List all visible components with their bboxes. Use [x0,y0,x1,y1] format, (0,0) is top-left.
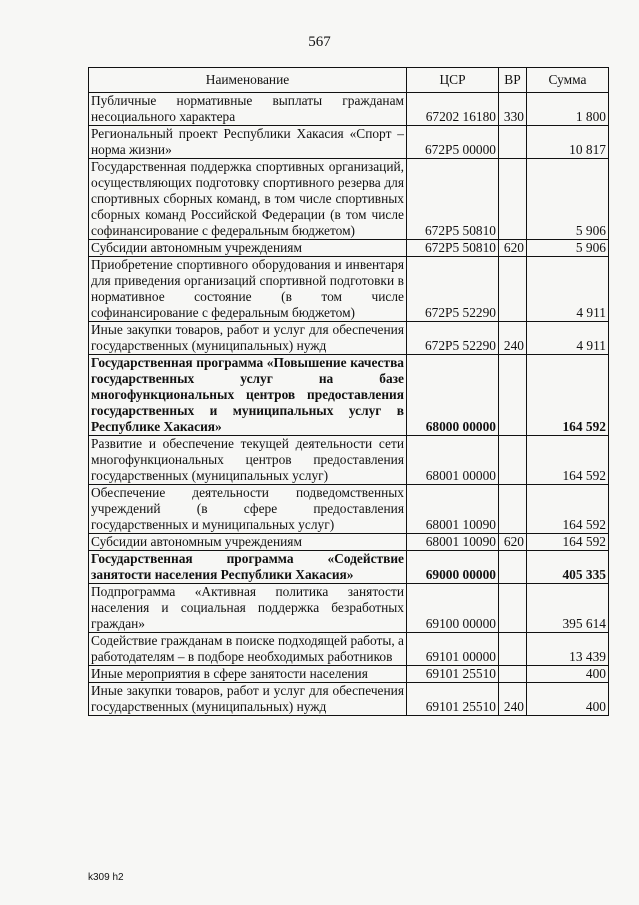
row-csr-cell: 672P5 00000 [407,126,499,159]
row-name-cell: Государственная поддержка спортивных организаций, осуществляющих подготовку спортивного резерва для спортивных сборных команд, в том числе спортивных сборных команд Российской Федерации (в том числе софинансирование с федеральным бюджетом) [89,159,407,240]
row-sum-cell: 5 906 [527,159,609,240]
row-vr-cell: 330 [499,93,527,126]
table-row [89,584,609,633]
row-name-cell: Иные закупки товаров, работ и услуг для обеспечения государственных (муниципальных) нужд [89,683,407,716]
row-name-cell: Государственная программа «Повышение качества государственных услуг на базе многофункциональных центров предоставления государственных и муниципальных услуг в Республике Хакасия» [89,355,407,436]
row-name-cell: Обеспечение деятельности подведомственных учреждений (в сфере предоставления государственных и муниципальных услуг) [89,485,407,534]
row-sum-cell: 164 592 [527,355,609,436]
row-csr-cell: 69101 25510 [407,666,499,683]
row-vr-cell [499,633,527,666]
row-sum-cell: 4 911 [527,322,609,355]
row-vr-cell: 620 [499,240,527,257]
row-name-cell: Иные закупки товаров, работ и услуг для обеспечения государственных (муниципальных) нужд [89,322,407,355]
table-row [89,683,609,716]
row-csr-cell: 69100 00000 [407,584,499,633]
row-csr-cell: 672P5 50810 [407,240,499,257]
row-name-cell: Субсидии автономным учреждениям [89,240,407,257]
table-row [89,126,609,159]
table-row [89,485,609,534]
row-csr-cell: 68001 10090 [407,485,499,534]
row-name-cell: Приобретение спортивного оборудования и инвентаря для приведения организаций спортивной подготовки в нормативное состояние (в том числе софинансирование с федеральным бюджетом) [89,257,407,322]
table-body [89,93,609,716]
row-vr-cell: 240 [499,683,527,716]
row-csr-cell: 69101 00000 [407,633,499,666]
row-csr-cell: 67202 16180 [407,93,499,126]
table-row [89,355,609,436]
row-csr-cell: 68001 00000 [407,436,499,485]
header-sum: Сумма [527,68,609,93]
table-row [89,436,609,485]
header-name: Наименование [89,68,407,93]
row-sum-cell: 164 592 [527,436,609,485]
row-sum-cell: 400 [527,683,609,716]
row-sum-cell: 13 439 [527,633,609,666]
row-name-cell: Развитие и обеспечение текущей деятельности сети многофункциональных центров предоставления государственных (муниципальных услуг) [89,436,407,485]
budget-table [88,67,609,716]
footer-code: k309 h2 [88,872,124,883]
row-name-cell: Подпрограмма «Активная политика занятости населения и социальная поддержка безработных граждан» [89,584,407,633]
table-row [89,159,609,240]
table-row [89,322,609,355]
row-csr-cell: 672P5 50810 [407,159,499,240]
row-name-cell: Иные мероприятия в сфере занятости населения [89,666,407,683]
row-name-cell: Субсидии автономным учреждениям [89,534,407,551]
page-number: 567 [308,34,331,50]
row-vr-cell [499,551,527,584]
row-vr-cell [499,126,527,159]
row-sum-cell: 5 906 [527,240,609,257]
row-sum-cell: 395 614 [527,584,609,633]
row-name-cell: Публичные нормативные выплаты гражданам несоциального характера [89,93,407,126]
row-vr-cell [499,666,527,683]
row-vr-cell [499,436,527,485]
row-sum-cell: 400 [527,666,609,683]
table-header-row [89,68,609,93]
row-sum-cell: 1 800 [527,93,609,126]
row-csr-cell: 69000 00000 [407,551,499,584]
table-row [89,240,609,257]
row-csr-cell: 69101 25510 [407,683,499,716]
row-vr-cell [499,485,527,534]
row-csr-cell: 672P5 52290 [407,257,499,322]
header-vr: ВР [499,68,527,93]
row-vr-cell: 240 [499,322,527,355]
table-row [89,666,609,683]
row-vr-cell [499,257,527,322]
table-row [89,551,609,584]
table-row [89,93,609,126]
row-vr-cell [499,159,527,240]
row-csr-cell: 68000 00000 [407,355,499,436]
header-csr: ЦСР [407,68,499,93]
row-csr-cell: 672P5 52290 [407,322,499,355]
row-sum-cell: 164 592 [527,485,609,534]
table-row [89,534,609,551]
table-row [89,257,609,322]
row-sum-cell: 405 335 [527,551,609,584]
row-csr-cell: 68001 10090 [407,534,499,551]
row-sum-cell: 10 817 [527,126,609,159]
row-vr-cell [499,355,527,436]
row-sum-cell: 4 911 [527,257,609,322]
row-name-cell: Региональный проект Республики Хакасия «Спорт – норма жизни» [89,126,407,159]
row-sum-cell: 164 592 [527,534,609,551]
row-name-cell: Государственная программа «Содействие занятости населения Республики Хакасия» [89,551,407,584]
row-vr-cell [499,584,527,633]
table-row [89,633,609,666]
row-vr-cell: 620 [499,534,527,551]
row-name-cell: Содействие гражданам в поиске подходящей работы, а работодателям – в подборе необходимых работников [89,633,407,666]
